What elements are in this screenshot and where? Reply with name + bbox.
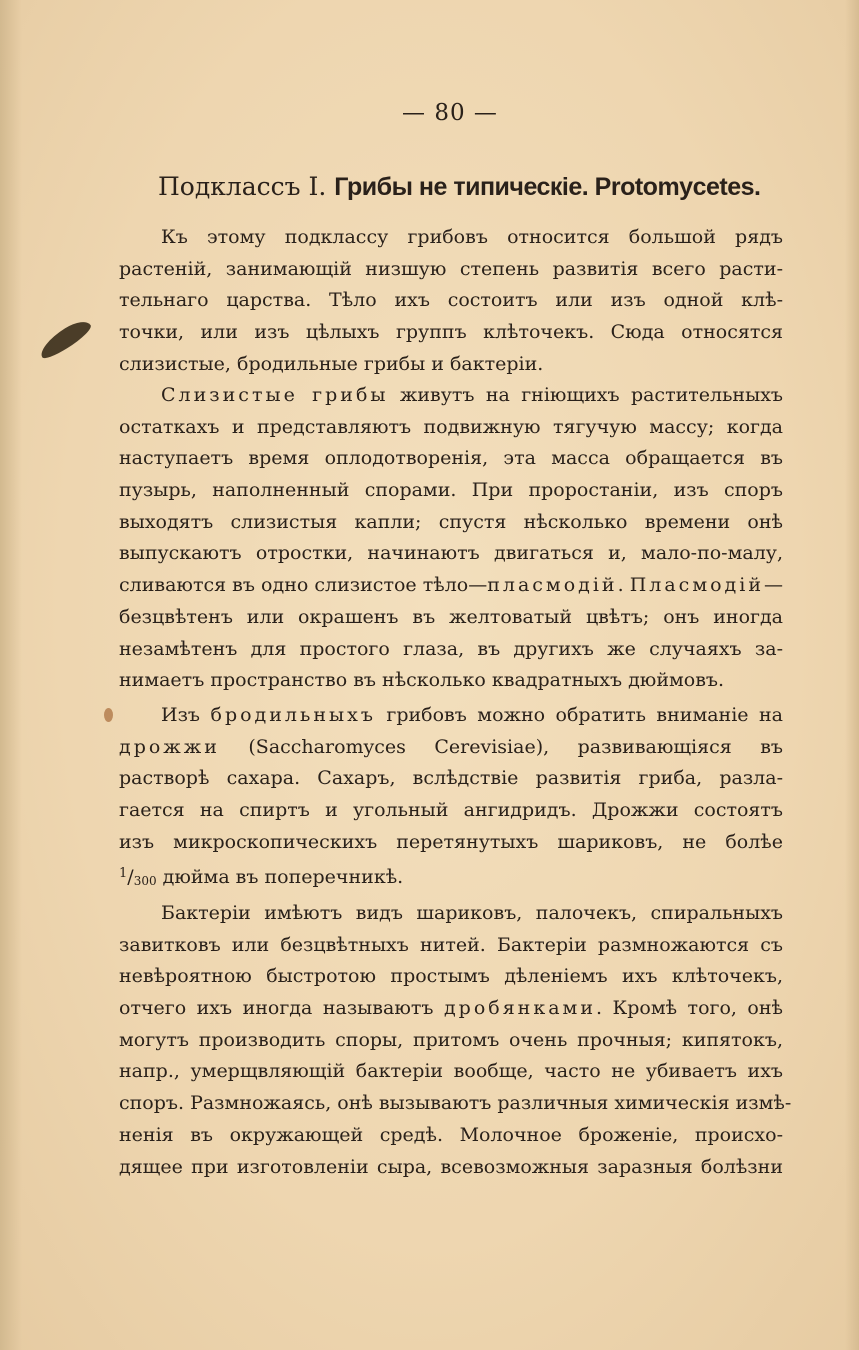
text-line: растворѣ сахара. Сахаръ, вслѣдствіе развитія гриба, разла- <box>119 767 783 790</box>
text-line: напр., умерщвляющій бактеріи вообще, часто не убиваетъ ихъ <box>119 1060 783 1083</box>
text-line: остаткахъ и представляютъ подвижную тягучую массу; когда <box>119 415 783 438</box>
text-line: нимаетъ пространство въ нѣсколько квадратныхъ дюймовъ. <box>119 669 725 692</box>
text-line: слизистые, бродильные грибы и бактеріи. <box>119 352 544 375</box>
text-line: завитковъ или безцвѣтныхъ нитей. Бактеріи размножаются съ <box>119 933 783 956</box>
text-line: точки, или изъ цѣлыхъ группъ клѣточекъ. Сюда относятся <box>119 321 783 344</box>
text-line: невѣроятною быстротою простымъ дѣленіемъ ихъ клѣточекъ, <box>119 965 783 988</box>
text-line-fraction <box>119 858 783 890</box>
text-line: наступаетъ время оплодотворенія, эта масса обращается въ <box>119 447 783 470</box>
spaced-emphasis: бродильныхъ <box>210 704 376 726</box>
text-line: споръ. Размножаясь, онѣ вызываютъ различныя химическія измѣ- <box>119 1092 792 1115</box>
text-line: растеній, занимающій низшую степень развитія всего расти- <box>119 257 783 280</box>
text-line: выпускаютъ отростки, начинаютъ двигаться и, мало-по-малу, <box>119 542 783 565</box>
text-line: безцвѣтенъ или окрашенъ въ желтоватый цвѣтъ; онъ иногда <box>119 605 783 628</box>
section-heading <box>158 172 778 202</box>
text-line: изъ микроскопическихъ перетянутыхъ шариковъ, не болѣе <box>119 830 783 853</box>
text-line: выходятъ слизистыя капли; спустя нѣсколько времени онѣ <box>119 510 783 533</box>
fraction-numerator: 1 <box>119 866 128 882</box>
text-line: Къ этому подклассу грибовъ относится большой рядъ <box>161 226 783 248</box>
fraction-denominator: 300 <box>133 874 157 889</box>
text-line: тельнаго царства. Тѣло ихъ состоитъ или изъ одной клѣ- <box>119 289 783 312</box>
spaced-emphasis: дрожжи <box>119 735 220 758</box>
paper-stain <box>104 708 113 722</box>
text-line: пузырь, наполненный спорами. При проростаніи, изъ споръ <box>119 479 783 502</box>
text-line: отчего ихъ иногда называютъ дробянками. Кромѣ того, онѣ <box>119 997 783 1020</box>
text-line: могутъ производить споры, притомъ очень прочныя; кипятокъ, <box>119 1028 783 1051</box>
section-heading-prefix: Подклассъ I. <box>158 172 335 201</box>
fraction-text: дюйма въ поперечникѣ. <box>156 866 404 889</box>
paragraph-4 <box>119 898 792 1183</box>
paragraph-2 <box>119 380 783 697</box>
spaced-emphasis: плaсмодій <box>487 574 618 597</box>
text-line: незамѣтенъ для простого глаза, въ другихъ же случаяхъ за- <box>119 637 783 660</box>
text-line: дящее при изготовленіи сыра, всевозможныя заразныя болѣзни <box>119 1155 783 1178</box>
spaced-emphasis: Слизистые грибы <box>161 384 389 406</box>
text-line: дрожжи (Saccharomyces Cerevisiae), развивающіяся въ <box>119 735 783 758</box>
text-line: Бактеріи имѣютъ видъ шариковъ, палочекъ, спиральныхъ <box>161 902 783 924</box>
text-line: ненія въ окружающей средѣ. Молочное броженіе, происхо- <box>119 1123 783 1146</box>
section-heading-title: Грибы не типическіе. Protomycetes. <box>334 173 761 201</box>
fraction-slash: / <box>127 866 134 889</box>
text-line: сливаются въ одно слизистое тѣло—плaсмодій. Плaсмодій— <box>119 574 783 597</box>
spaced-emphasis: Плaсмодій <box>629 574 764 597</box>
paragraph-3 <box>119 700 783 890</box>
text-line: гается на спиртъ и угольный ангидридъ. Дрожжи состоятъ <box>119 799 783 822</box>
paragraph-1 <box>119 222 783 380</box>
page-edge-shadow-right <box>845 0 859 1350</box>
text-line: Слизистые грибы живутъ на гніющихъ растительныхъ <box>161 384 784 406</box>
spaced-emphasis: дробянками <box>443 997 596 1020</box>
page-number: — 80 — <box>402 100 498 126</box>
text-line: Изъ бродильныхъ грибовъ можно обратить вниманіе на <box>161 704 783 726</box>
page-edge-shadow-left <box>0 0 22 1350</box>
